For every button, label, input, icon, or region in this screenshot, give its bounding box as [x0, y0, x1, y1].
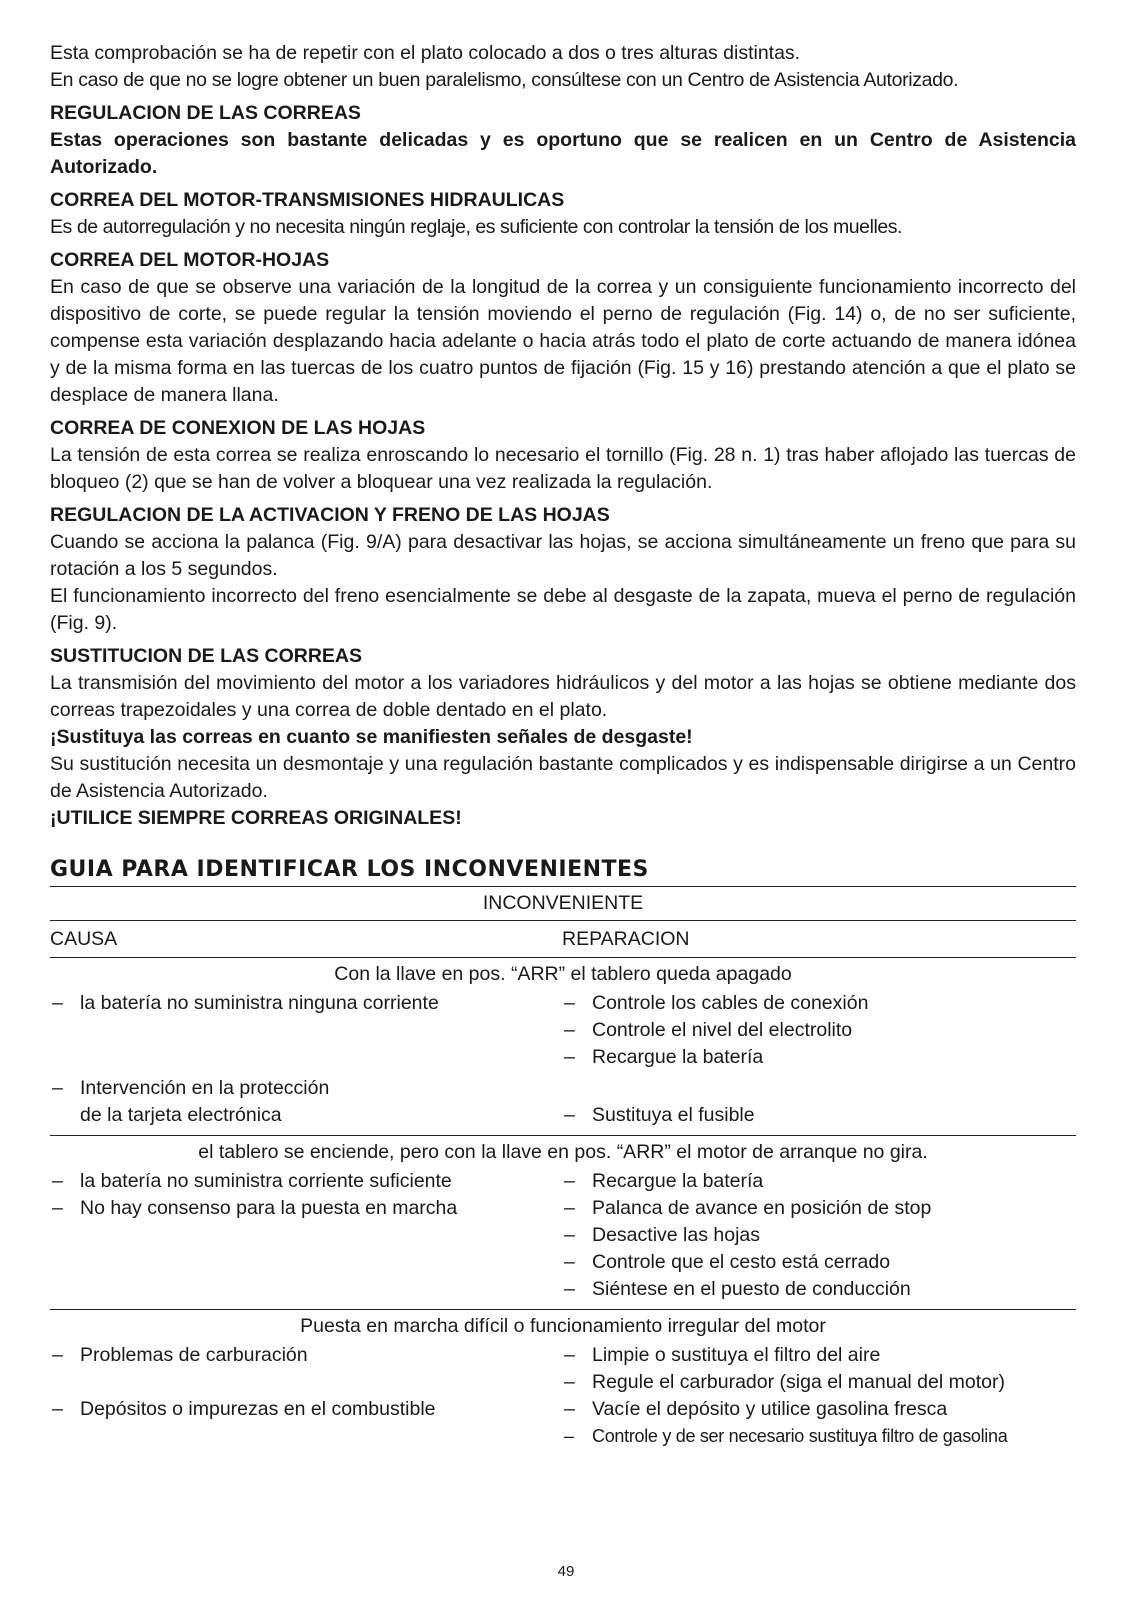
section-bold-text: ¡Sustituya las correas en cuanto se manifiesten señales de desgaste! [50, 726, 693, 748]
repair-item: – Palanca de avance en posición de stop [564, 1197, 932, 1219]
col-cause-header: CAUSA [50, 928, 118, 950]
page-number: 49 [557, 1563, 575, 1580]
problem-title: Puesta en marcha difícil o funcionamiento irregular del motor [300, 1315, 826, 1337]
col-repair-header: REPARACION [562, 928, 690, 950]
repair-item: – Recargue la batería [564, 1170, 764, 1192]
section-text: En caso de que se observe una variación de la longitud de la correa y un consiguiente funcionamiento incorrecto del dispositivo de corte, se puede regular la tensión moviendo el perno de regulación (Fig. 14) o, de no ser suficiente, compense esta variación desplazando hacia adelante o hacia atrás todo el plato de corte actuando de manera idónea y de la misma forma en las tuercas de los cuatro puntos de fijación (Fig. 15 y 16) prestando atención a que el plato se desplace de manera llana. [50, 276, 1076, 406]
section-text-2: El funcionamiento incorrecto del freno esencialmente se debe al desgaste de la zapata, mueva el perno de regulación (Fig. 9). [50, 585, 1076, 634]
section-heading: REGULACION DE LAS CORREAS [50, 102, 361, 124]
table-header-row [50, 921, 1076, 957]
cause-item: – Problemas de carburación [52, 1344, 308, 1366]
repair-item: – Controle el nivel del electrolito [564, 1019, 853, 1041]
troubleshooting-title: GUIA PARA IDENTIFICAR LOS INCONVENIENTES [50, 857, 649, 882]
repair-item: – Regule el carburador (siga el manual del motor) [564, 1371, 1005, 1393]
repair-item: – Controle que el cesto está cerrado [564, 1251, 891, 1273]
problem-title: el tablero se enciende, pero con la llave en pos. “ARR” el motor de arranque no gira. [198, 1141, 928, 1163]
section-bold-text: Estas operaciones son bastante delicadas y es oportuno que se realicen en un Centro de Asistencia Autorizado. [50, 129, 1076, 178]
intro-line-2: En caso de que no se logre obtener un buen paralelismo, consúltese con un Centro de Asistencia Autorizado. [50, 69, 959, 91]
cause-item: – Intervención en la protección [52, 1077, 330, 1099]
repair-item: – Controle los cables de conexión [564, 992, 869, 1014]
table-row [50, 1396, 1076, 1450]
repair-item: – Desactive las hojas [564, 1224, 760, 1246]
repair-item: – Vacíe el depósito y utilice gasolina fresca [564, 1398, 948, 1420]
section-text: Cuando se acciona la palanca (Fig. 9/A) para desactivar las hojas, se acciona simultáneamente un freno que para su rotación a los 5 segundos. [50, 531, 1076, 580]
troubleshooting-table [50, 886, 1076, 1450]
table-row [50, 1168, 1076, 1303]
table-row [50, 990, 1076, 1071]
cause-item: – la batería no suministra ninguna corriente [52, 992, 439, 1014]
section-heading: REGULACION DE LA ACTIVACION Y FRENO DE LAS HOJAS [50, 504, 610, 526]
cause-item-continued: de la tarjeta electrónica [80, 1104, 282, 1126]
section-text-2: Su sustitución necesita un desmontaje y una regulación bastante complicados y es indispensable dirigirse a un Centro de Asistencia Autorizado. [50, 753, 1076, 802]
section-heading-2: ¡UTILICE SIEMPRE CORREAS ORIGINALES! [50, 807, 462, 829]
section-heading: CORREA DEL MOTOR-TRANSMISIONES HIDRAULICAS [50, 189, 565, 211]
section-heading: SUSTITUCION DE LAS CORREAS [50, 645, 363, 667]
repair-item: – Limpie o sustituya el filtro del aire [564, 1344, 881, 1366]
table-row [50, 1342, 1076, 1396]
repair-item: – Controle y de ser necesario sustituya filtro de gasolina [564, 1426, 1008, 1446]
section-text: Es de autorregulación y no necesita ningún reglaje, es suficiente con controlar la tensión de los muelles. [50, 216, 903, 238]
cause-item: – No hay consenso para la puesta en marcha [52, 1197, 458, 1219]
cause-item: – la batería no suministra corriente suficiente [52, 1170, 452, 1192]
section-heading: CORREA DE CONEXION DE LAS HOJAS [50, 417, 426, 439]
intro-line-1: Esta comprobación se ha de repetir con el plato colocado a dos o tres alturas distintas. [50, 42, 801, 64]
section-heading: CORREA DEL MOTOR-HOJAS [50, 249, 330, 271]
repair-item: – Recargue la batería [564, 1046, 764, 1068]
problem-title: Con la llave en pos. “ARR” el tablero queda apagado [334, 963, 792, 985]
section-text: La tensión de esta correa se realiza enroscando lo necesario el tornillo (Fig. 28 n. 1) tras haber aflojado las tuercas de bloqueo (2) que se han de volver a bloquear una vez realizada la regulación. [50, 444, 1076, 493]
col-problem-header: INCONVENIENTE [482, 892, 644, 914]
cause-item: – Depósitos o impurezas en el combustible [52, 1398, 436, 1420]
repair-item: – Sustituya el fusible [564, 1104, 755, 1126]
section-text: La transmisión del movimiento del motor a los variadores hidráulicos y del motor a las hojas se obtiene mediante dos correas trapezoidales y una correa de doble dentado en el plato. [50, 672, 1076, 721]
repair-item: – Siéntese en el puesto de conducción [564, 1278, 911, 1300]
table-row [50, 1075, 1076, 1129]
